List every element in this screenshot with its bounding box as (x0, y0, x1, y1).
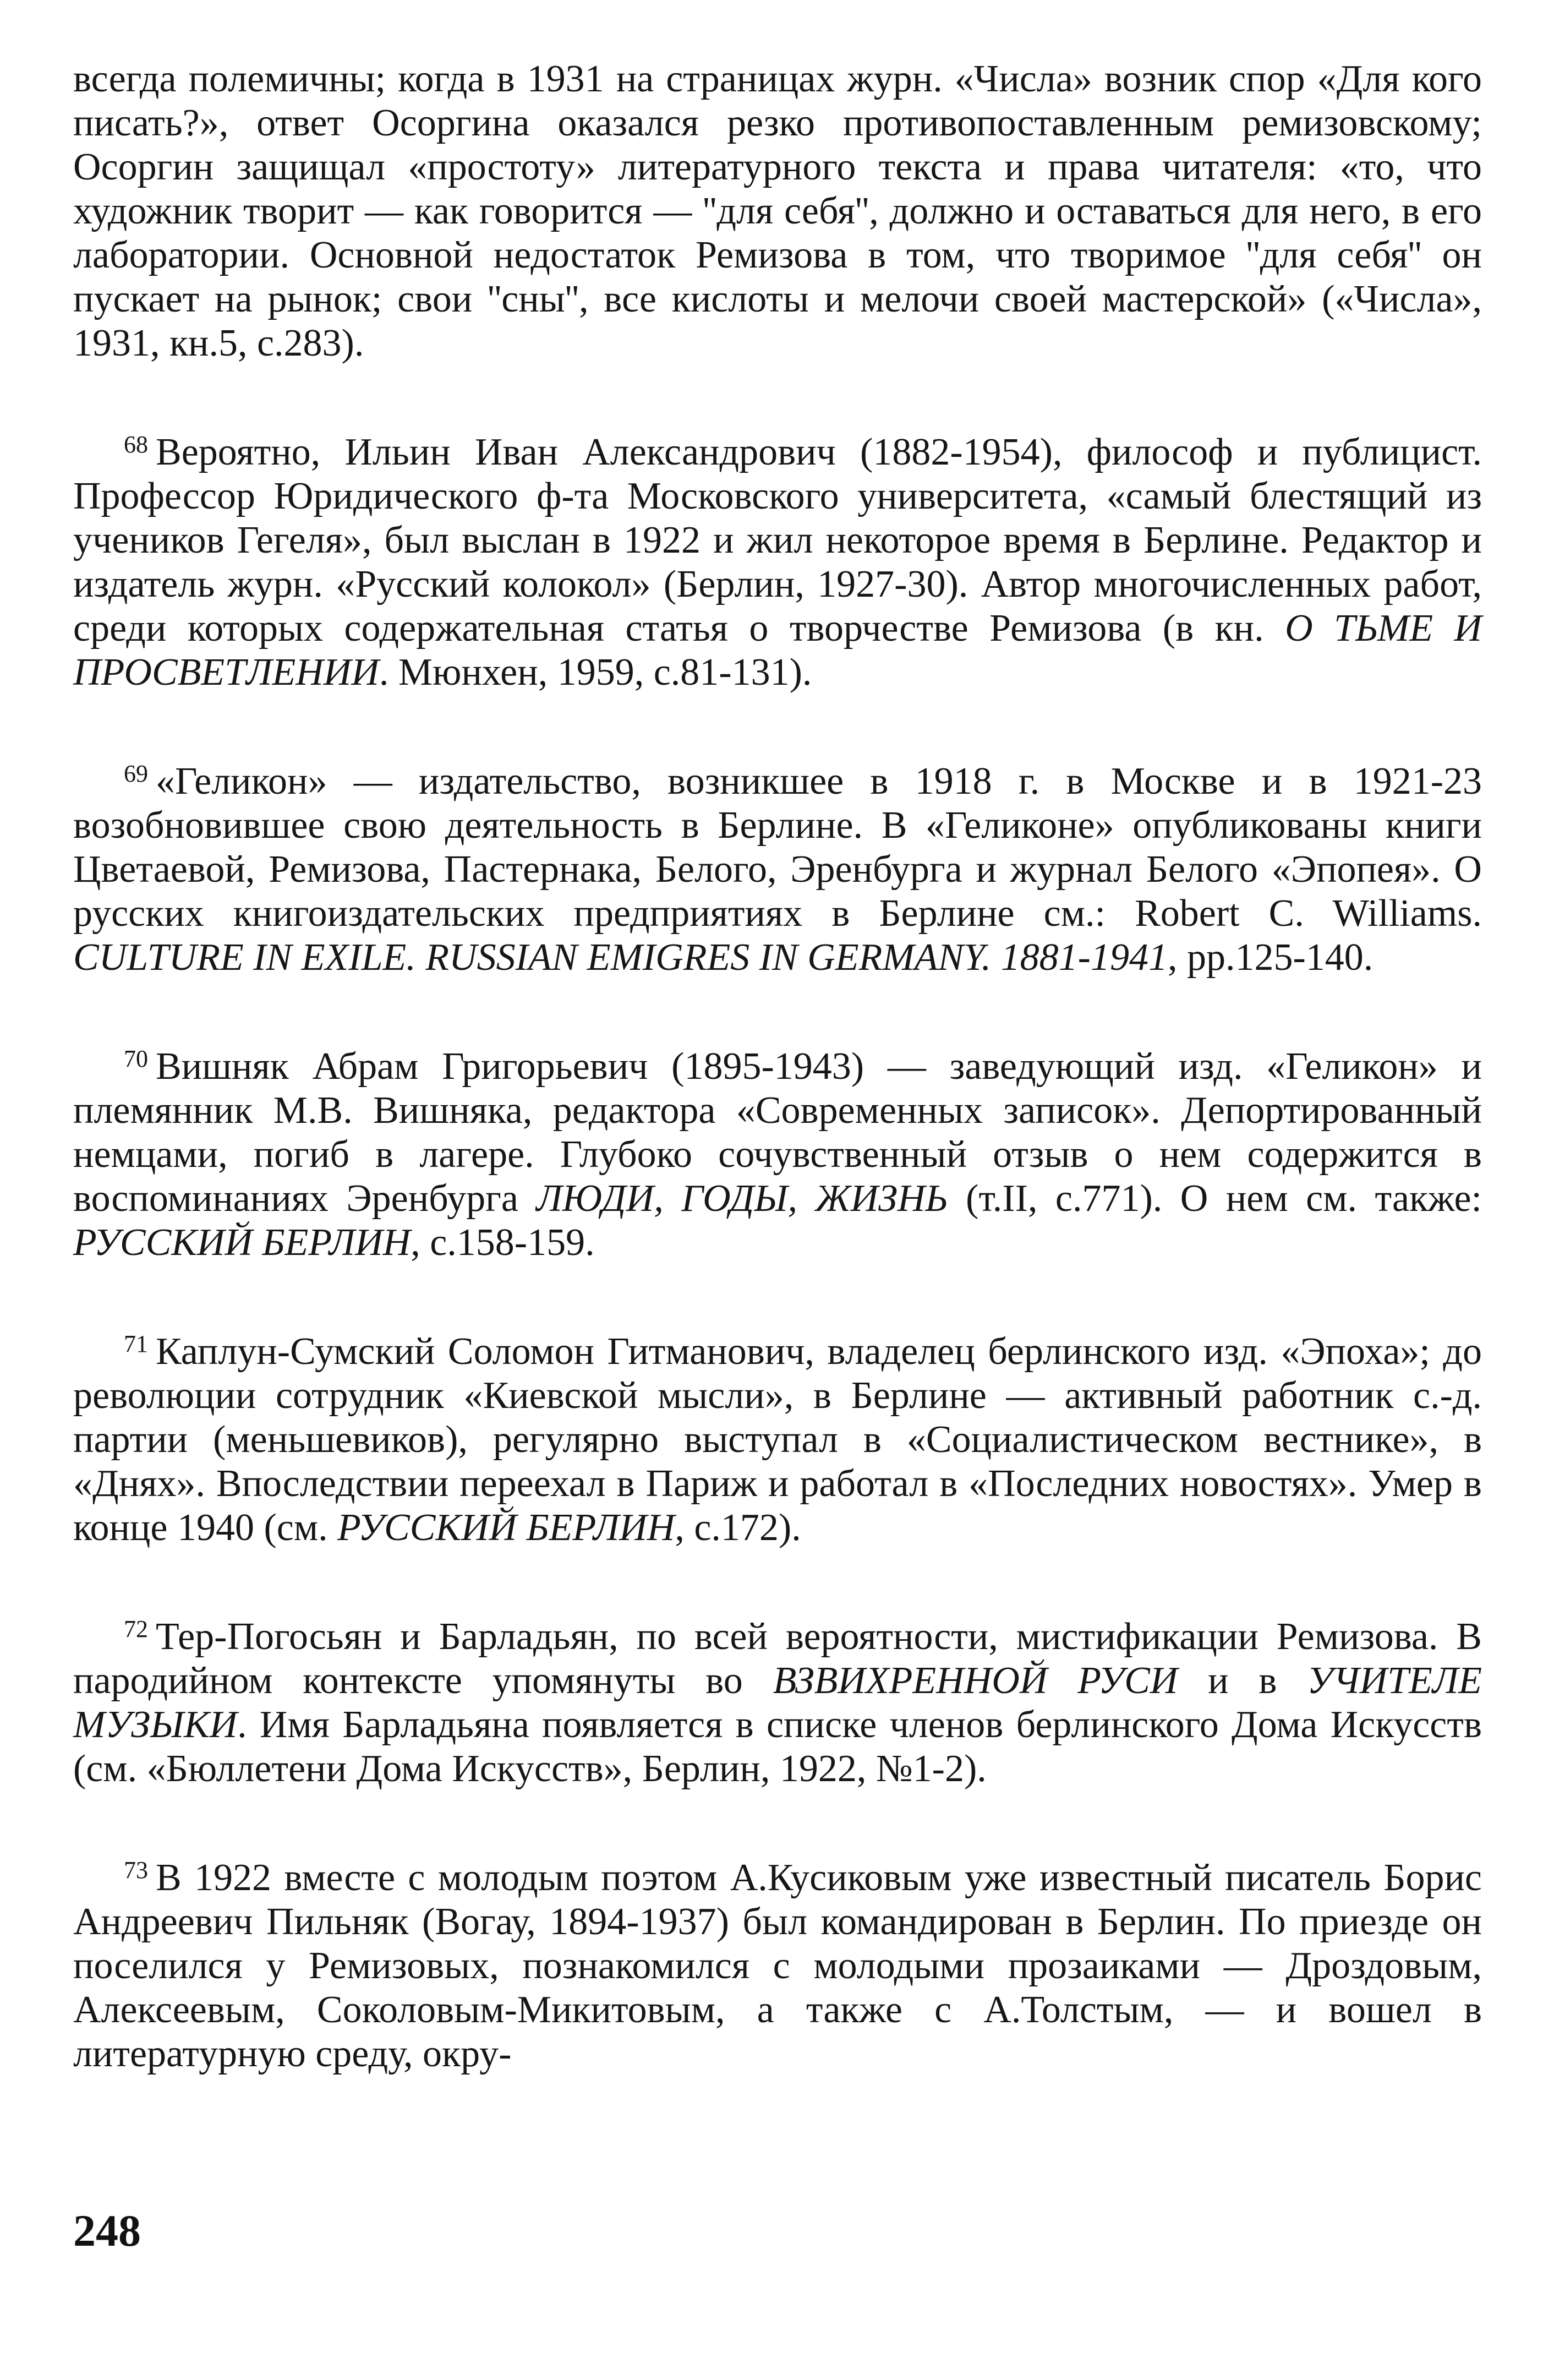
book-title: УЧИТЕЛЕ МУЗЫКИ (73, 1660, 1482, 1746)
footnote-number: 71 (124, 1330, 148, 1357)
footnote-number: 68 (124, 431, 148, 458)
footnote-number: 73 (124, 1857, 148, 1884)
footnote-number: 69 (124, 760, 148, 787)
footnote-text: «Геликон» — издательство, возникшее в 1918 г. в Москве и в 1921-23 возобновившее свою деятельность в Берлине. В «Геликоне» опубликованы книги Цветаевой, Ремизова, Пастернака, Белого, Эренбурга и журнал Белого «Эпопея». О русских книгоиздательских предприятиях в Берлине см.: Robert C. Williams. (73, 760, 1482, 935)
book-title: ЛЮДИ, ГОДЫ, ЖИЗНЬ (536, 1177, 948, 1220)
footnote-text: , с.158-159. (411, 1221, 595, 1264)
footnote-text: . Имя Барладьяна появляется в списке членов берлинского Дома Искусств (см. «Бюллетени Дома Искусств», Берлин, 1922, №1-2). (73, 1704, 1482, 1790)
page-body (73, 57, 1482, 2076)
continuation-paragraph: всегда полемичны; когда в 1931 на страницах журн. «Числа» возник спор «Для кого писать?», ответ Осоргина оказался резко противопоставленным ремизовскому; Осоргин защищал «простоту» литературного текста и права читателя: «то, что художник творит — как говорится — ''для себя'', должно и оставаться для него, в его лаборатории. Основной недостаток Ремизова в том, что творимое ''для себя'' он пускает на рынок; свои ''сны'', все кислоты и мелочи своей мастерской» («Числа», 1931, кн.5, с.283). (73, 58, 1482, 364)
footnote-number: 70 (124, 1045, 148, 1072)
footnote-69 (73, 760, 1482, 980)
footnote-text: В 1922 вместе с молодым поэтом А.Кусиковым уже известный писатель Борис Андреевич Пильняк (Bогау, 1894-1937) был командирован в Берлин. По приезде он поселился у Ремизовых, познакомился с молодыми прозаиками — Дроздовым, Алексеевым, Соколовым-Микитовым, а также с А.Толстым, — и вошел в литературную среду, окру- (73, 1857, 1482, 2075)
footnote-73 (73, 1856, 1482, 2076)
footnote-text: Вероятно, Ильин Иван Александрович (1882-1954), философ и публицист. Профессор Юридического ф-та Московского университета, «самый блестящий из учеников Гегеля», был выслан в 1922 и жил некоторое время в Берлине. Редактор и издатель журн. «Русский колокол» (Берлин, 1927-30). Автор многочисленных работ, среди которых содержательная статья о творчестве Ремизова (в кн. (73, 431, 1482, 649)
page-number: 248 (73, 2206, 141, 2256)
footnote-text: Тер-Погосьян и Барладьян, по всей вероятности, мистификации Ремизова. В пародийном контексте упомянуты во (73, 1615, 1482, 1702)
footnote-72 (73, 1615, 1482, 1791)
book-title: ВЗВИХРЕННОЙ РУСИ (773, 1660, 1178, 1702)
book-title: РУССКИЙ БЕРЛИН (73, 1221, 411, 1264)
footnote-text: . Мюнхен, 1959, с.81-131). (379, 651, 812, 694)
footnote-70 (73, 1045, 1482, 1265)
footnote-text: , с.172). (675, 1506, 801, 1549)
footnote-text: и в (1178, 1660, 1307, 1702)
book-title: РУССКИЙ БЕРЛИН (337, 1506, 675, 1549)
footnote-text: Вишняк Абрам Григорьевич (1895-1943) — заведующий изд. «Геликон» и племянник М.В. Вишняка, редактора «Современных записок». Депортированный немцами, погиб в лагере. Глубоко сочувственный отзыв о нем содержится в воспоминаниях Эренбурга (73, 1045, 1482, 1220)
footnote-68 (73, 430, 1482, 695)
footnote-text: (т.II, с.771). О нем см. также: (948, 1177, 1482, 1220)
footnote-71 (73, 1330, 1482, 1550)
footnote-number: 72 (124, 1615, 148, 1642)
book-title: О ТЬМЕ И ПРОСВЕТЛЕНИИ (73, 607, 1482, 694)
footnote-text: Каплун-Сумский Соломон Гитманович, владелец берлинского изд. «Эпоха»; до революции сотрудник «Киевской мысли», в Берлине — активный работник с.-д. партии (меньшевиков), регулярно выступал в «Социалистическом вестнике», в «Днях». Впоследствии переехал в Париж и работал в «Последних новостях». Умер в конце 1940 (см. (73, 1330, 1482, 1549)
book-title: CULTURE IN EXILE. RUSSIAN EMIGRES IN GERMANY. 1881-1941 (73, 936, 1168, 979)
footnote-text: , pp.125-140. (1167, 936, 1374, 979)
